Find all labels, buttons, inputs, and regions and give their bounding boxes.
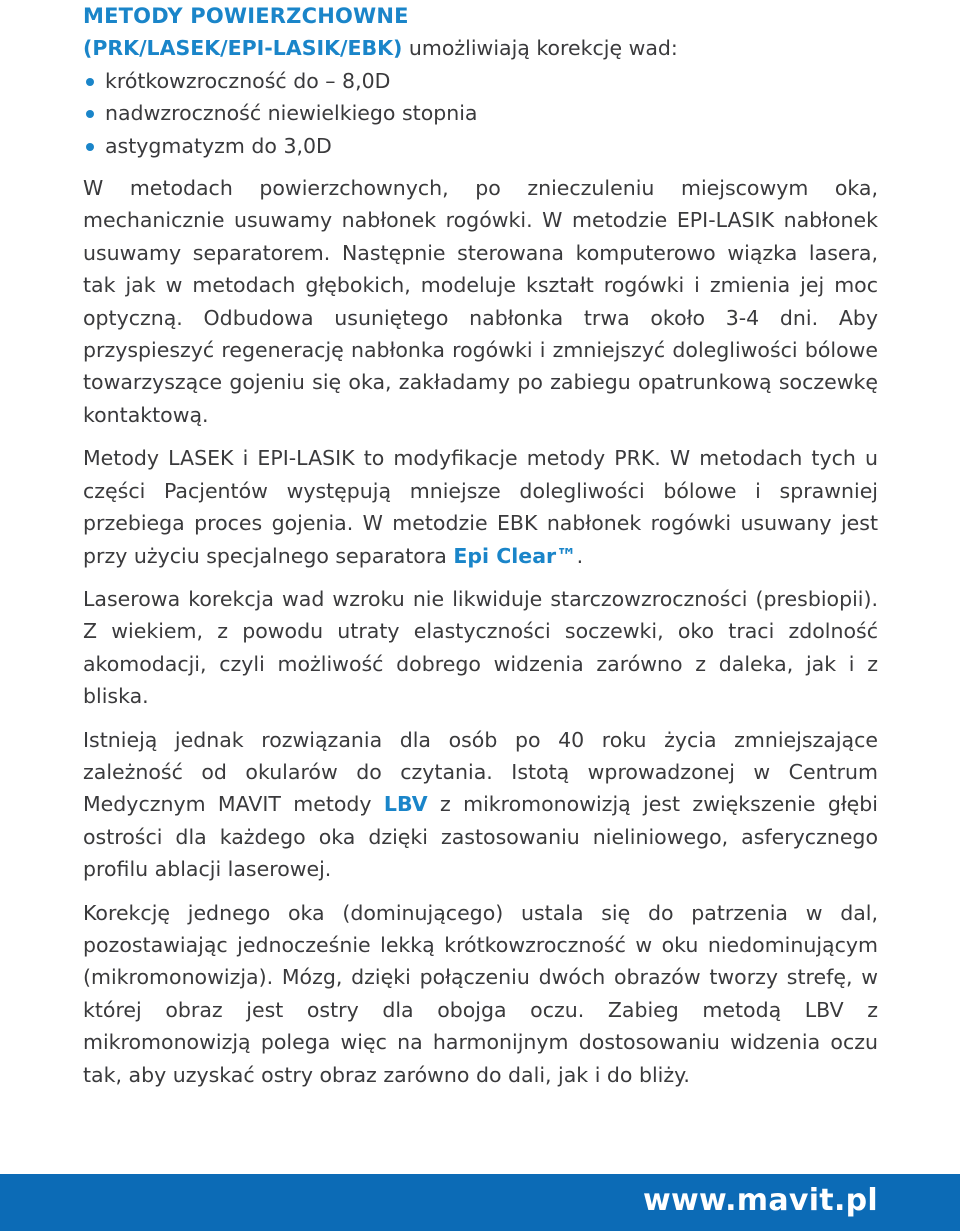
list-item-text: krótkowzroczność do – 8,0D	[105, 68, 391, 93]
paragraph-text: Istnieją jednak rozwiązania dla osób po 40 roku życia zmniejszające zależność od okularów do czytania. Istotą wprowadzonej w Centrum Medycznym MAVIT metody	[83, 727, 878, 817]
paragraph-text: Metody LASEK i EPI-LASIK to modyfikacje metody PRK. W metodach tych u części Pacjentów występują mniejsze dolegliwości bólowe i sprawniej przebiega proces gojenia. W metodzie EBK nabłonek rogówki usuwany jest przy użyciu specjalnego separatora	[83, 446, 878, 568]
list-item	[83, 130, 878, 162]
paragraph-presbyopia: Laserowa korekcja wad wzroku nie likwiduje starczowzroczności (presbiopii). Z wiekiem, z powodu utraty elastyczności soczewki, oko traci zdolność akomodacji, czyli możliwość dobrego widzenia zarówno z daleka, jak i z bliska.	[83, 586, 878, 709]
paragraph-monovision: Korekcję jednego oka (dominującego) ustala się do patrzenia w dal, pozostawiając jednocześnie lekką krótkowzroczność w oku niedominującym (mikromonowizja). Mózg, dzięki połączeniu dwóch obrazów tworzy strefę, w której obraz jest ostry dla obojga oczu. Zabieg metodą LBV z mikromonowizją polega więc na harmonijnym dostosowaniu widzenia oczu tak, aby uzyskać ostry obraz zarówno do dali, jak i do bliży.	[83, 900, 878, 1087]
list-item-text: nadwzroczność niewielkiego stopnia	[105, 101, 478, 126]
list-item	[83, 97, 878, 129]
paragraph-lbv-method	[83, 724, 878, 886]
website-link[interactable]: www.mavit.pl	[642, 1183, 878, 1218]
epi-clear-highlight: Epi Clear™	[453, 543, 577, 568]
bullet-icon	[86, 78, 94, 86]
paragraph-text: .	[576, 543, 584, 568]
heading-subline-text: umożliwiają korekcję wad:	[402, 36, 678, 61]
heading-subline	[83, 32, 878, 64]
list-item-text: astygmatyzm do 3,0D	[105, 133, 332, 158]
section-heading: METODY POWIERZCHOWNE	[83, 4, 409, 28]
bullet-icon	[86, 143, 94, 151]
paragraph-surface-methods: W metodach powierzchownych, po znieczuleniu miejscowym oka, mechanicznie usuwamy nabłonek rogówki. W metodzie EPI-LASIK nabłonek usuwamy separatorem. Następnie sterowana komputerowo wiązka lasera, tak jak w metodach głębokich, modeluje kształt rogówki i zmienia jej moc optyczną. Odbudowa usuniętego nabłonka trwa około 3-4 dni. Aby przyspieszyć regenerację nabłonka rogówki i zmniejszyć dolegliwości bólowe towarzyszące gojeniu się oka, zakładamy po zabiegu opatrunkową soczewkę kontaktową.	[83, 176, 878, 427]
bullet-list	[83, 65, 878, 162]
list-item	[83, 65, 878, 97]
paragraph-text: z mikromonowizją jest zwiększenie głębi ostrości dla każdego oka dzięki zastosowaniu nieliniowego, asferycznego profilu ablacji laserowej.	[83, 792, 878, 882]
document-body	[83, 0, 878, 1091]
methods-abbreviations: (PRK/LASEK/EPI-LASIK/EBK)	[83, 36, 403, 61]
bullet-icon	[86, 110, 94, 118]
lbv-highlight: LBV	[383, 792, 428, 817]
footer-bar	[0, 1174, 960, 1231]
paragraph-lasek-epilasik	[83, 442, 878, 572]
